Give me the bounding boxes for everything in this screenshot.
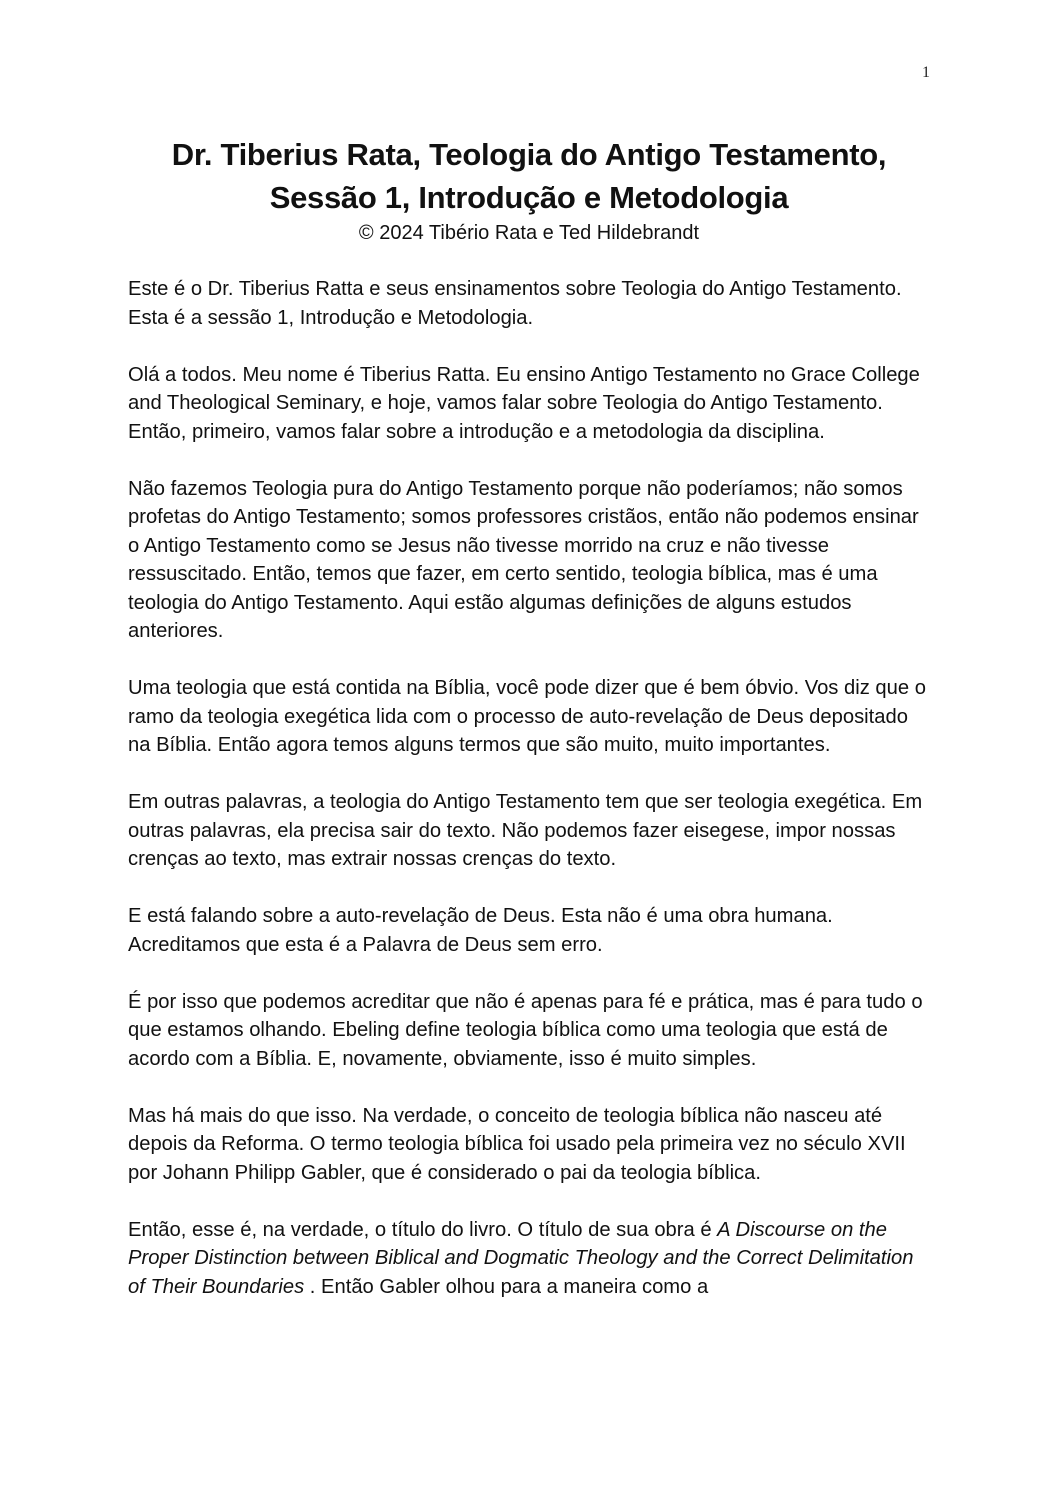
book-title-italic: A Discourse on the Proper Distinction between Biblical and Dogmatic Theology and the Correct Delimitation of Their Boundaries — [128, 1218, 914, 1298]
paragraph-book-title — [128, 1216, 928, 1302]
paragraph: E está falando sobre a auto-revelação de Deus. Esta não é uma obra humana. Acreditamos que esta é a Palavra de Deus sem erro. — [128, 905, 833, 956]
paragraph: Uma teologia que está contida na Bíblia, você pode dizer que é bem óbvio. Vos diz que o ramo da teologia exegética lida com o processo de auto-revelação de Deus depositado na Bíblia. Então agora temos alguns termos que são muito, muito importantes. — [128, 677, 926, 756]
paragraph-text-after: . Então Gabler olhou para a maneira como a — [304, 1275, 709, 1298]
paragraph: Não fazemos Teologia pura do Antigo Testamento porque não poderíamos; não somos profetas do Antigo Testamento; somos professores cristãos, então não podemos ensinar o Antigo Testamento como se Jesus não tivesse morrido na cruz e não tivesse ressuscitado. Então, temos que fazer, em certo sentido, teologia bíblica, mas é uma teologia do Antigo Testamento. Aqui estão algumas definições de alguns estudos anteriores. — [128, 477, 919, 642]
paragraph: É por isso que podemos acreditar que não é apenas para fé e prática, mas é para tudo o que estamos olhando. Ebeling define teologia bíblica como uma teologia que está de acordo com a Bíblia. E, novamente, obviamente, isso é muito simples. — [128, 990, 923, 1070]
paragraph: Mas há mais do que isso. Na verdade, o conceito de teologia bíblica não nasceu até depois da Reforma. O termo teologia bíblica foi usado pela primeira vez no século XVII por Johann Philipp Gabler, que é considerado o pai da teologia bíblica. — [128, 1104, 906, 1184]
paragraph-text-before: Então, esse é, na verdade, o título do livro. O título de sua obra é — [128, 1218, 718, 1241]
document-header — [0, 133, 1058, 247]
title-line-1: Dr. Tiberius Rata, Teologia do Antigo Testamento, — [171, 137, 887, 172]
paragraph: Em outras palavras, a teologia do Antigo Testamento tem que ser teologia exegética. Em outras palavras, ela precisa sair do texto. Não podemos fazer eisegese, impor nossas crenças ao texto, mas extrair nossas crenças do texto. — [128, 791, 923, 870]
paragraph: Olá a todos. Meu nome é Tiberius Ratta. Eu ensino Antigo Testamento no Grace College and Theological Seminary, e hoje, vamos falar sobre Teologia do Antigo Testamento. Então, primeiro, vamos falar sobre a introdução e a metodologia da disciplina. — [128, 363, 920, 443]
copyright-line: © 2024 Tibério Rata e Ted Hildebrandt — [358, 222, 700, 244]
document-body — [128, 275, 928, 1330]
document-title — [0, 133, 1058, 219]
paragraph: Este é o Dr. Tiberius Ratta e seus ensinamentos sobre Teologia do Antigo Testamento. Esta é a sessão 1, Introdução e Metodologia. — [128, 278, 902, 329]
title-line-2: Sessão 1, Introdução e Metodologia — [269, 180, 789, 215]
page-number: 1 — [922, 64, 930, 81]
